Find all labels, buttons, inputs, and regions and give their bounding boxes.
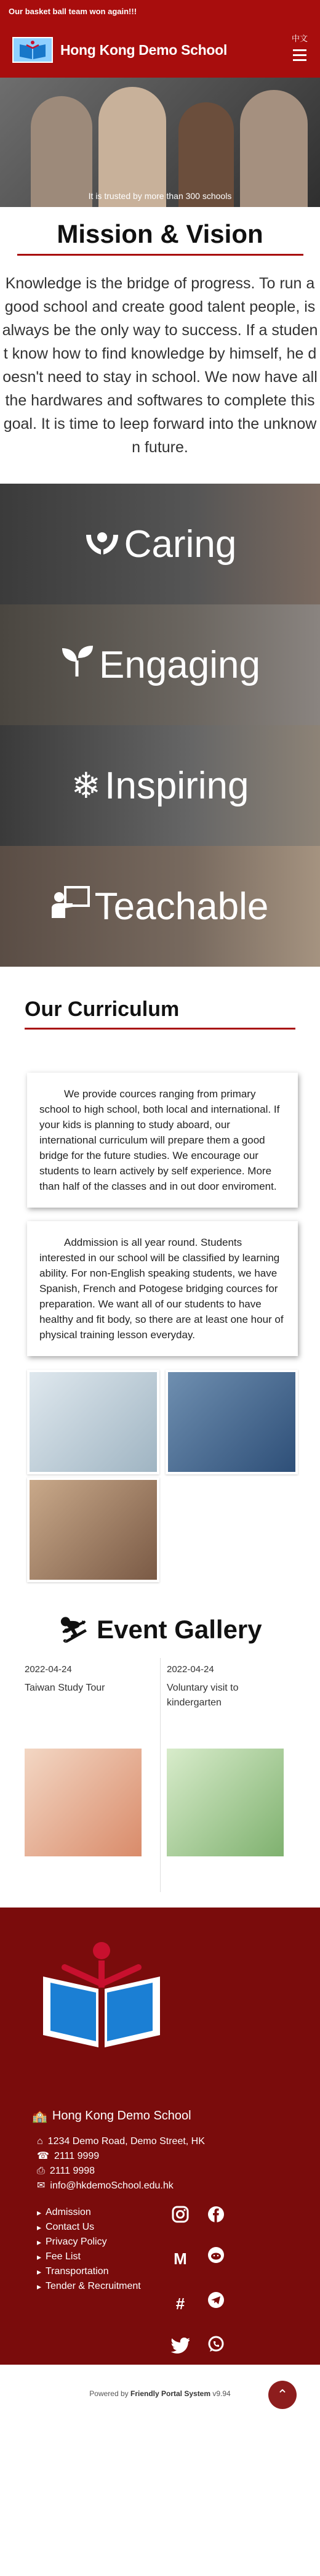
slack-icon[interactable]: #	[175, 2294, 185, 2313]
value-label-teachable: Teachable	[94, 885, 269, 928]
event-date: 2022-04-24	[25, 1664, 72, 1675]
bottom-bar	[0, 2365, 320, 2421]
footer-fax: ⎙ 2111 9998	[37, 2164, 205, 2179]
news-ticker[interactable]	[0, 0, 320, 22]
map-icon: ⌂	[37, 2136, 43, 2147]
curriculum-photo-gallery	[27, 1370, 298, 1573]
gallery-photo[interactable]	[27, 1477, 159, 1582]
reddit-icon[interactable]	[205, 2244, 227, 2266]
ticker-text[interactable]: Our basket ball team won again!!!	[9, 6, 137, 16]
school-building-icon: 🏫	[32, 2110, 47, 2123]
phone-icon: ☎	[37, 2151, 49, 2161]
language-switch[interactable]: 中文	[291, 34, 308, 43]
gallery-photo[interactable]	[27, 1370, 159, 1474]
curriculum-card-courses-text: We provide cources ranging from primary school to high school, both local and international. If your kids is planning to study aboard, our international curriculum will prepare them a good bridge for the future studies. We encourage our students to learn actively by self experience. More than half of the classes and in out door enviroment.	[39, 1088, 280, 1192]
curriculum-title: Our Curriculum	[25, 997, 180, 1021]
event-gallery-title: Event Gallery	[97, 1615, 262, 1644]
values-tiles	[0, 484, 320, 967]
event-date: 2022-04-24	[167, 1664, 214, 1675]
footer-links	[37, 2205, 160, 2294]
footer-link-admission[interactable]: ▸ Admission	[37, 2205, 160, 2220]
school-logo[interactable]	[12, 37, 53, 63]
value-tile-teachable[interactable]	[0, 846, 320, 967]
event-image[interactable]	[167, 1749, 284, 1856]
footer-phone[interactable]: ☎ 2111 9999	[37, 2149, 205, 2164]
footer-link-tender-recruitment[interactable]: ▸ Tender & Recruitment	[37, 2279, 160, 2294]
event-card[interactable]	[18, 1658, 160, 1892]
curriculum-card-courses	[27, 1073, 298, 1208]
skiing-icon: ⛷	[58, 1616, 90, 1644]
teacher-icon	[52, 885, 91, 928]
value-label-inspiring: Inspiring	[105, 764, 249, 807]
hero-caption: It is trusted by more than 300 schools	[88, 191, 232, 201]
mission-title-underline	[17, 254, 303, 256]
footer-email[interactable]: ✉ info@hkdemoSchool.edu.hk	[37, 2179, 205, 2193]
site-header	[0, 22, 320, 78]
powered-by: Powered by Friendly Portal System v9.94	[89, 2389, 231, 2398]
value-label-caring: Caring	[124, 522, 237, 566]
twitter-icon[interactable]	[169, 2334, 191, 2357]
site-footer	[0, 1908, 320, 2365]
footer-link-transportation[interactable]: ▸ Transportation	[37, 2264, 160, 2279]
event-title[interactable]: Voluntary visit to kindergarten	[167, 1683, 239, 1708]
value-tile-caring[interactable]	[0, 484, 320, 604]
telegram-icon[interactable]	[205, 2289, 227, 2311]
whatsapp-icon[interactable]	[205, 2333, 227, 2355]
curriculum-title-underline	[25, 1028, 295, 1030]
medium-icon[interactable]: M	[174, 2249, 187, 2268]
curriculum-card-admission	[27, 1221, 298, 1356]
event-gallery-heading	[0, 1615, 320, 1644]
school-logo-large	[37, 1940, 166, 2050]
footer-link-contact-us[interactable]: ▸ Contact Us	[37, 2220, 160, 2235]
seedling-icon	[60, 643, 95, 686]
footer-contact	[37, 2134, 205, 2193]
facebook-icon[interactable]	[205, 2203, 227, 2225]
event-image[interactable]	[25, 1749, 142, 1856]
footer-link-privacy-policy[interactable]: ▸ Privacy Policy	[37, 2235, 160, 2249]
instagram-icon[interactable]	[169, 2203, 191, 2225]
mission-title: Mission & Vision	[57, 219, 263, 248]
chevron-up-icon: ⌃	[276, 2387, 289, 2402]
event-list	[18, 1658, 302, 1892]
value-tile-inspiring[interactable]	[0, 725, 320, 846]
site-brand-name[interactable]: Hong Kong Demo School	[60, 41, 227, 58]
menu-icon[interactable]	[293, 49, 306, 64]
hero-banner	[0, 78, 320, 207]
hands-holding-icon	[84, 522, 121, 566]
snowflake-icon: ❄	[71, 766, 102, 806]
book-logo-icon	[17, 39, 48, 60]
value-label-engaging: Engaging	[98, 643, 261, 686]
curriculum-card-admission-text: Addmission is all year round. Students interested in our school will be classified by learning ability. For non-English speaking students, we have Spanish, French and Potogese bridging cources for preparation. We want all of our students to have healthy and fit body, so there are at least one hour of physical training lesson everyday.	[39, 1237, 284, 1341]
value-tile-engaging[interactable]	[0, 604, 320, 725]
fax-icon: ⎙	[37, 2166, 45, 2176]
footer-school-name: 🏫 Hong Kong Demo School	[32, 2109, 191, 2123]
event-card[interactable]	[160, 1658, 302, 1892]
footer-address: ⌂ 1234 Demo Road, Demo Street, HK	[37, 2134, 205, 2149]
powered-by-link[interactable]: Friendly Portal System	[130, 2389, 211, 2398]
footer-link-fee-list[interactable]: ▸ Fee List	[37, 2249, 160, 2264]
scroll-to-top-button[interactable]	[268, 2381, 297, 2409]
email-icon: ✉	[37, 2180, 46, 2191]
gallery-photo[interactable]	[166, 1370, 298, 1474]
mission-text: Knowledge is the bridge of progress. To run a good school and create good talent people, is always be the only way to success. If a student know how to find knowledge by himself, he doesn't need to stay in school. We now have all the hardwares and softwares to complete this goal. It is time to leep forward into the unknown future.	[2, 275, 318, 456]
event-title[interactable]: Taiwan Study Tour	[25, 1683, 105, 1693]
